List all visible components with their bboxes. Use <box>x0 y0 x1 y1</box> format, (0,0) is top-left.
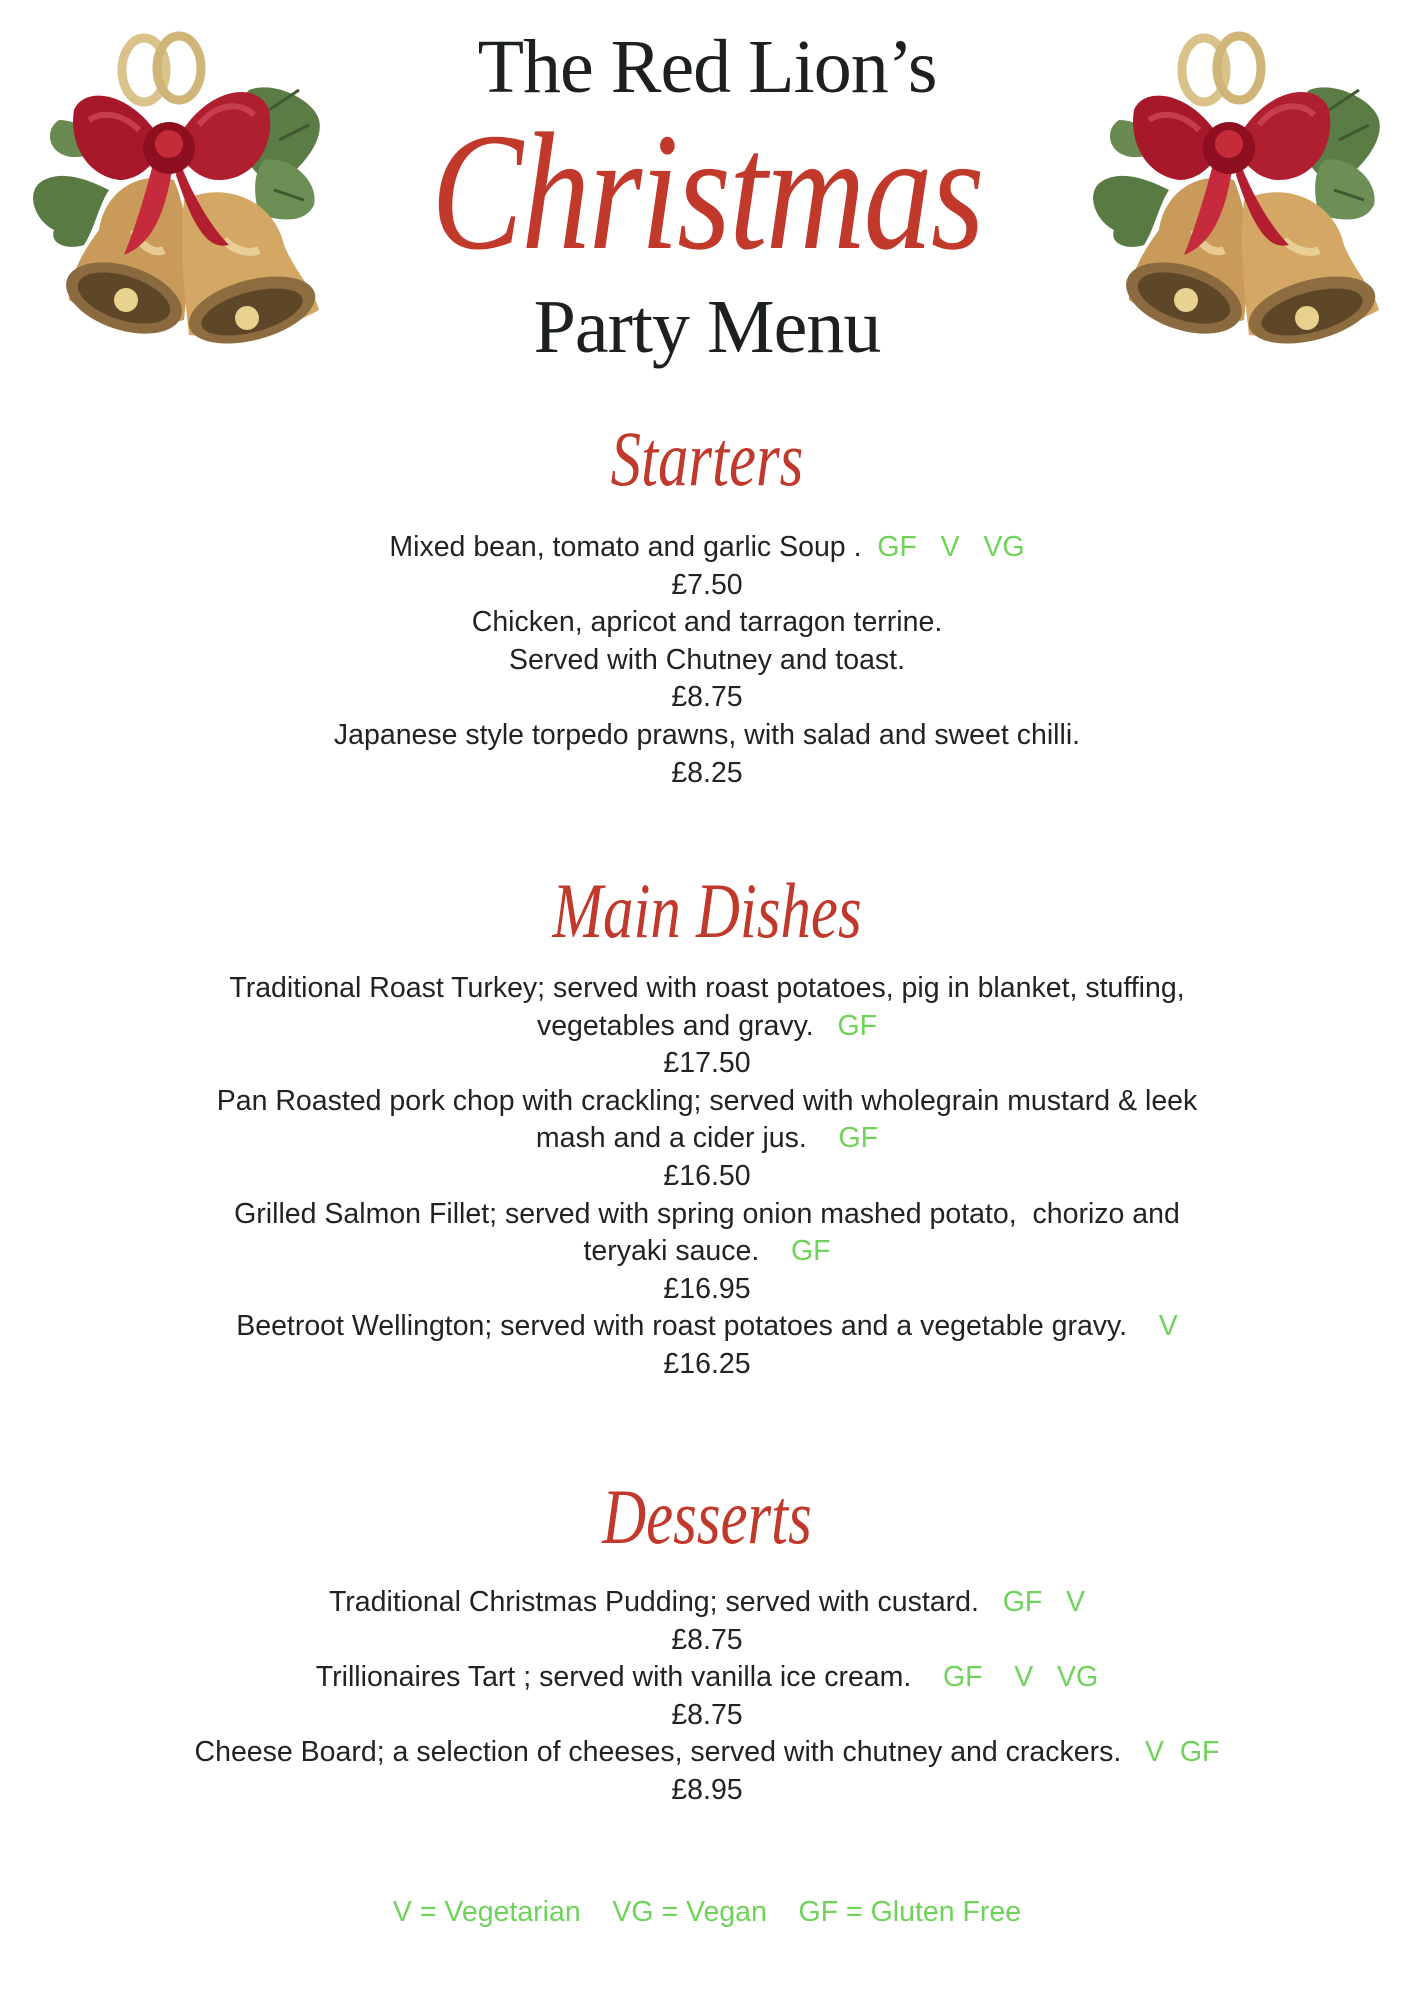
item-text: Traditional Christmas Pudding; served with custard. <box>328 1586 1003 1618</box>
menu-line <box>0 1584 1414 1622</box>
item-text: Trillionaires Tart ; served with vanilla ice cream. <box>315 1661 943 1694</box>
section-main-dishes <box>0 970 1414 1384</box>
item-text: Grilled Salmon Fillet; served with spring onion mashed potato, chorizo and <box>234 1197 1180 1230</box>
dietary-tags: GF V VG <box>877 531 1025 563</box>
item-text: Mixed bean, tomato and garlic Soup . <box>389 531 878 563</box>
menu-line <box>0 970 1414 1008</box>
item-text: Beetroot Wellington; served with roast potatoes and a vegetable gravy. <box>236 1310 1159 1343</box>
price-text: £7.50 <box>671 568 743 601</box>
item-text: Chicken, apricot and tarragon terrine. <box>471 606 943 639</box>
item-text: Traditional Roast Turkey; served with roast potatoes, pig in blanket, stuffing, <box>229 972 1185 1004</box>
dietary-tags: GF <box>837 1009 878 1042</box>
menu-line <box>0 1008 1414 1046</box>
section-starters <box>0 529 1414 792</box>
item-text: teryaki sauce. <box>583 1235 791 1268</box>
menu-line <box>0 1233 1414 1271</box>
item-price <box>0 679 1414 717</box>
dietary-tags: GF V <box>1002 1586 1086 1618</box>
menu-line <box>0 1120 1414 1158</box>
menu-line <box>0 1196 1414 1234</box>
item-price <box>0 567 1414 605</box>
section-desserts <box>0 1584 1414 1810</box>
section-heading-main-dishes: Main Dishes <box>552 867 862 954</box>
item-price <box>0 1346 1414 1384</box>
dietary-tags: GF <box>838 1122 879 1155</box>
dietary-tags: GF <box>790 1235 831 1268</box>
price-text: £16.25 <box>663 1347 751 1380</box>
price-text: £17.50 <box>663 1047 751 1080</box>
title-christmas-script: Christmas <box>431 99 983 285</box>
section-heading-starters: Starters <box>610 415 804 502</box>
menu-line <box>0 1734 1414 1772</box>
menu-line <box>0 1083 1414 1121</box>
item-text: Japanese style torpedo prawns, with salad and sweet chilli. <box>333 718 1081 751</box>
title-party-menu: Party Menu <box>533 285 881 369</box>
menu-line <box>0 642 1414 680</box>
item-price <box>0 1271 1414 1309</box>
price-text: £16.95 <box>663 1272 751 1305</box>
menu-line <box>0 604 1414 642</box>
item-text: mash and a cider jus. <box>535 1122 839 1155</box>
section-heading-desserts: Desserts <box>602 1473 812 1560</box>
item-text: Served with Chutney and toast. <box>508 643 906 676</box>
item-price <box>0 1772 1414 1810</box>
price-text: £8.75 <box>671 1623 743 1656</box>
price-text: £8.75 <box>671 681 743 714</box>
dietary-legend: V = Vegetarian VG = Vegan GF = Gluten Free <box>392 1896 1022 1928</box>
item-price <box>0 1045 1414 1083</box>
item-price <box>0 1158 1414 1196</box>
item-text: vegetables and gravy. <box>536 1009 838 1042</box>
item-text: Pan Roasted pork chop with crackling; served with wholegrain mustard & leek <box>216 1084 1198 1117</box>
price-text: £8.25 <box>671 756 743 789</box>
price-text: £8.75 <box>671 1698 743 1731</box>
price-text: £8.95 <box>671 1773 743 1806</box>
item-text: Cheese Board; a selection of cheeses, served with chutney and crackers. <box>194 1736 1146 1769</box>
menu-line <box>0 717 1414 755</box>
item-price <box>0 1697 1414 1735</box>
item-price <box>0 755 1414 793</box>
menu-line <box>0 529 1414 567</box>
menu-line <box>0 1308 1414 1346</box>
title-restaurant-name: The Red Lion’s <box>477 25 937 109</box>
item-price <box>0 1622 1414 1660</box>
menu-line <box>0 1659 1414 1697</box>
dietary-tags: V GF <box>1145 1736 1220 1769</box>
price-text: £16.50 <box>663 1159 751 1192</box>
dietary-tags: V <box>1158 1310 1178 1343</box>
dietary-tags: GF V VG <box>943 1661 1099 1694</box>
